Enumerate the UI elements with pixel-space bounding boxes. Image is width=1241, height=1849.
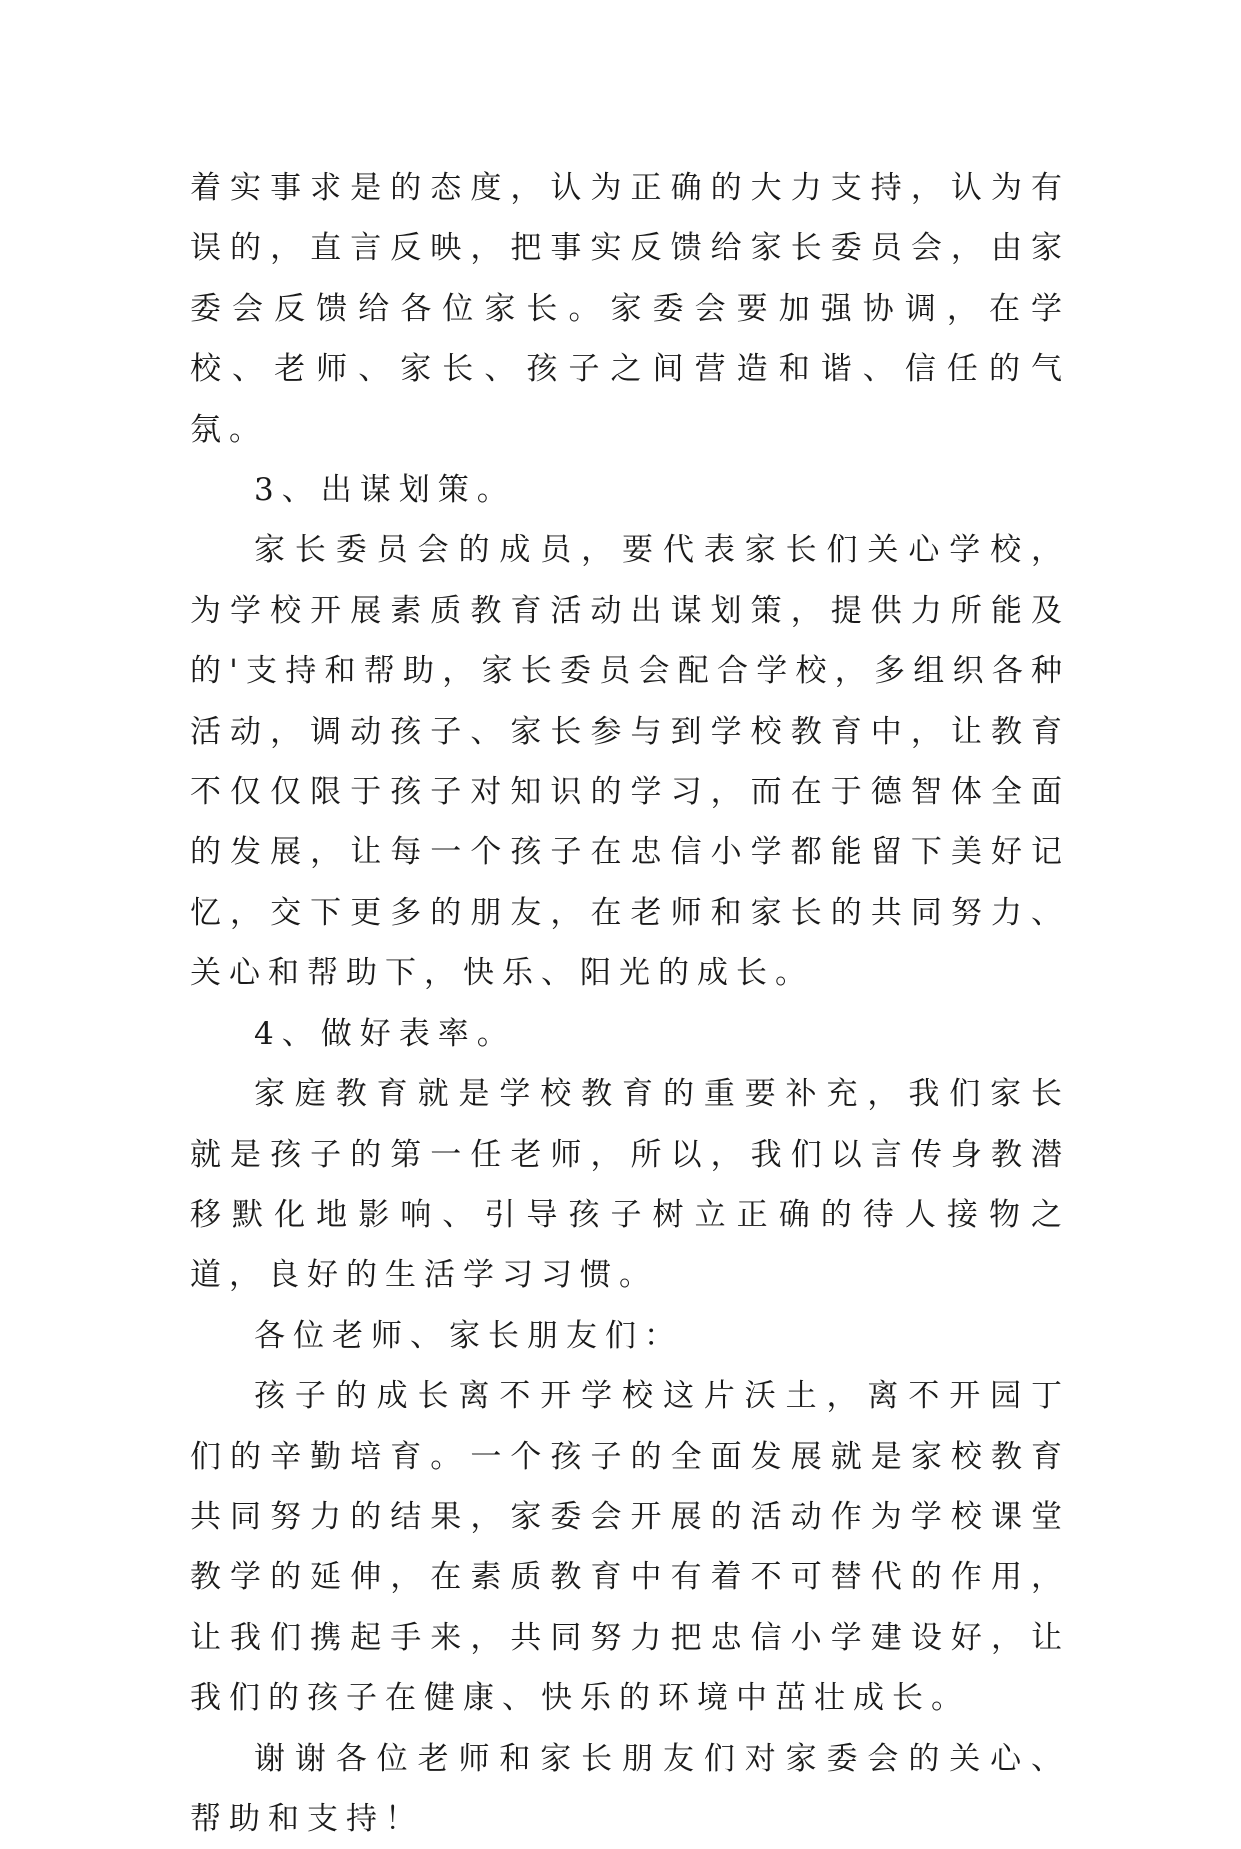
paragraph-continuation: 着实事求是的态度，认为正确的大力支持，认为有误的，直言反映，把事实反馈给家长委员会，由家委会反馈给各位家长。家委会要加强协调，在学校、老师、家长、孩子之间营造和谐、信任的气氛。	[190, 170, 1070, 448]
heading-item-4: 4、做好表率。	[254, 1015, 516, 1052]
heading-item-3: 3、出谋划策。	[254, 472, 516, 509]
thanks-line: 谢谢各位老师和家长朋友们对家委会的关心、帮助和支持！	[190, 1740, 1070, 1837]
paragraph-item-4-body: 家庭教育就是学校教育的重要补充，我们家长就是孩子的第一任老师，所以，我们以言传身教潜移默化地影响、引导孩子树立正确的待人接物之道，良好的生活学习习惯。	[190, 1076, 1070, 1294]
salutation: 各位老师、家长朋友们：	[254, 1317, 683, 1354]
document-body	[190, 158, 1070, 1849]
paragraph-closing-body: 孩子的成长离不开学校这片沃土，离不开园丁们的辛勤培育。一个孩子的全面发展就是家校教育共同努力的结果，家委会开展的活动作为学校课堂教学的延伸，在素质教育中有着不可替代的作用，让我们携起手来，共同努力把忠信小学建设好，让我们的孩子在健康、快乐的环境中茁壮成长。	[190, 1378, 1070, 1717]
paragraph-item-3-body: 家长委员会的成员，要代表家长们关心学校，为学校开展素质教育活动出谋划策，提供力所能及的'支持和帮助，家长委员会配合学校，多组织各种活动，调动孩子、家长参与到学校教育中，让教育不仅仅限于孩子对知识的学习，而在于德智体全面的发展，让每一个孩子在忠信小学都能留下美好记忆，交下更多的朋友，在老师和家长的共同努力、关心和帮助下，快乐、阳光的成长。	[190, 532, 1070, 992]
